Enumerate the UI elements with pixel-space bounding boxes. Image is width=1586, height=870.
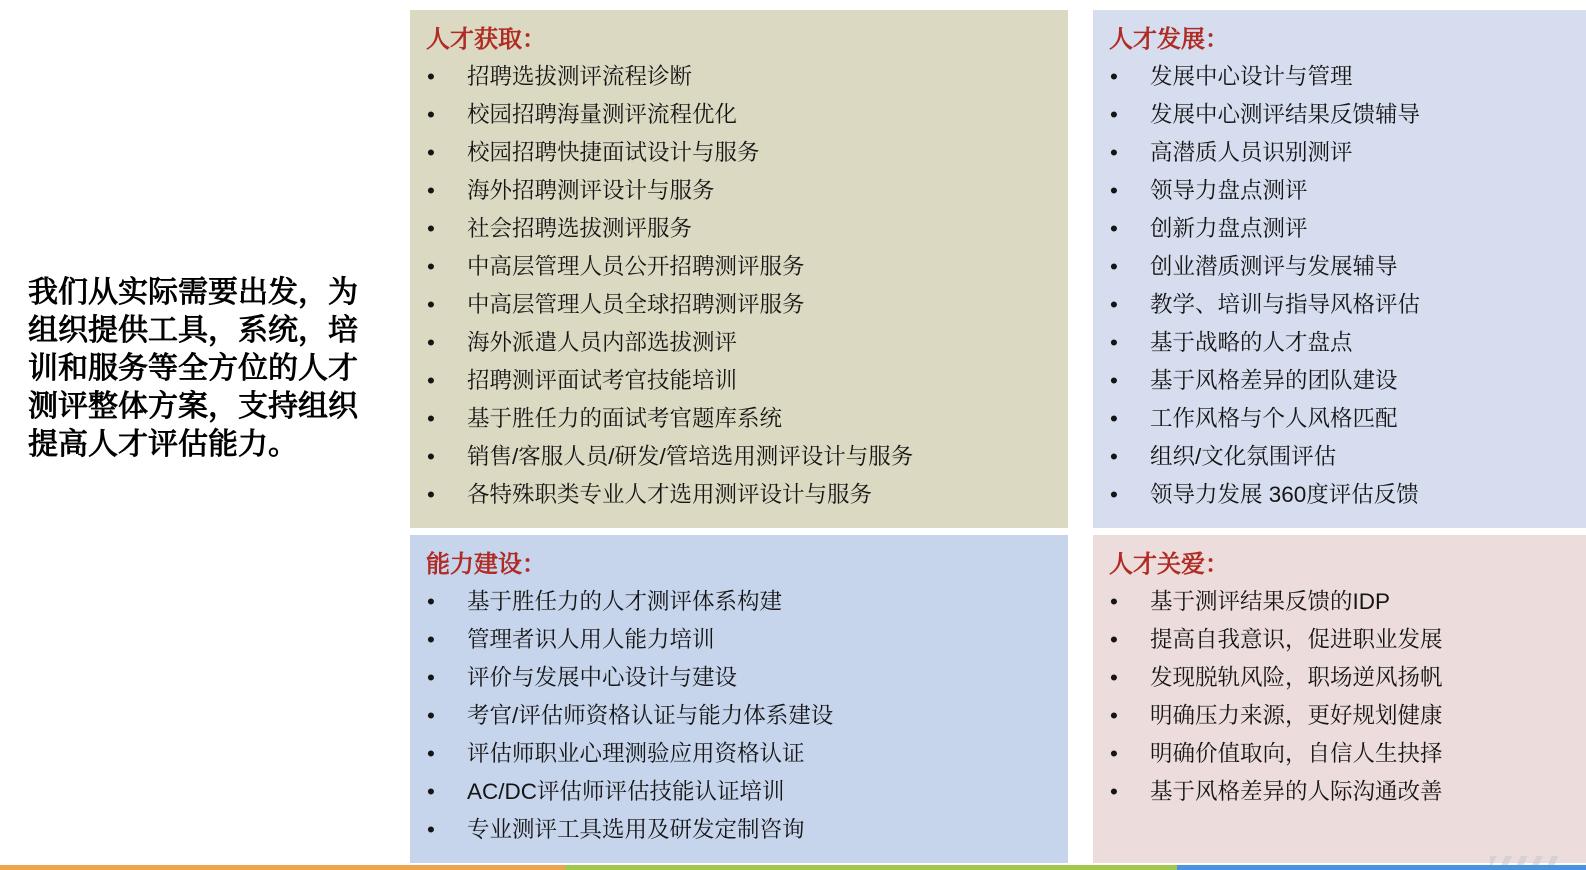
item-text: 发展中心设计与管理 <box>1150 64 1353 89</box>
list-item <box>410 697 1068 735</box>
item-text: 各特殊职类专业人才选用测评设计与服务 <box>467 482 873 507</box>
bullet-icon: • <box>1110 140 1118 165</box>
list-item <box>1093 621 1586 659</box>
item-text: 领导力发展 360度评估反馈 <box>1150 482 1419 507</box>
bullet-icon: • <box>427 703 435 728</box>
bullet-icon: • <box>1110 216 1118 241</box>
item-text: 创业潜质测评与发展辅导 <box>1150 254 1398 279</box>
bullet-icon: • <box>427 406 435 431</box>
service-list <box>1093 583 1586 811</box>
bullet-icon: • <box>1110 627 1118 652</box>
bullet-icon: • <box>427 330 435 355</box>
item-text: 海外派遣人员内部选拔测评 <box>467 330 738 355</box>
item-text: 中高层管理人员公开招聘测评服务 <box>467 254 805 279</box>
panel-title: 人才发展： <box>1109 26 1229 53</box>
bullet-icon: • <box>1110 406 1118 431</box>
list-item <box>1093 210 1586 248</box>
panel-talent-acquisition <box>410 10 1068 528</box>
panel-title: 人才获取： <box>426 26 546 53</box>
item-text: 发展中心测评结果反馈辅导 <box>1150 102 1421 127</box>
item-text: 校园招聘快捷面试设计与服务 <box>467 140 760 165</box>
bar-segment-green <box>565 865 1177 870</box>
item-text: 中高层管理人员全球招聘测评服务 <box>467 292 805 317</box>
bullet-icon: • <box>1110 64 1118 89</box>
panel-talent-care <box>1093 535 1586 863</box>
list-item <box>1093 134 1586 172</box>
panel-title: 能力建设： <box>426 551 546 578</box>
list-item <box>1093 362 1586 400</box>
list-item <box>1093 583 1586 621</box>
item-text: 招聘测评面试考官技能培训 <box>467 368 738 393</box>
bullet-icon: • <box>427 444 435 469</box>
bullet-icon: • <box>1110 703 1118 728</box>
item-text: 高潜质人员识别测评 <box>1150 140 1353 165</box>
footer-accent-bar <box>0 865 1586 870</box>
list-item <box>1093 476 1586 514</box>
list-item <box>1093 697 1586 735</box>
list-item <box>1093 324 1586 362</box>
item-text: 创新力盘点测评 <box>1150 216 1308 241</box>
intro-line: 训和服务等全方位的人才 <box>28 352 358 385</box>
bullet-icon: • <box>1110 779 1118 804</box>
list-item <box>1093 96 1586 134</box>
item-text: 基于风格差异的人际沟通改善 <box>1150 779 1443 804</box>
bullet-icon: • <box>427 817 435 842</box>
item-text: 基于风格差异的团队建设 <box>1150 368 1398 393</box>
list-item <box>410 811 1068 849</box>
intro-text <box>28 274 388 464</box>
list-item <box>410 286 1068 324</box>
bullet-icon: • <box>427 779 435 804</box>
list-item <box>410 134 1068 172</box>
bullet-icon: • <box>427 102 435 127</box>
bullet-icon: • <box>427 254 435 279</box>
bullet-icon: • <box>1110 589 1118 614</box>
service-list <box>1093 58 1586 514</box>
item-text: 专业测评工具选用及研发定制咨询 <box>467 817 805 842</box>
bullet-icon: • <box>1110 330 1118 355</box>
item-text: 工作风格与个人风格匹配 <box>1150 406 1398 431</box>
intro-line: 我们从实际需要出发，为 <box>28 276 358 309</box>
list-item <box>1093 58 1586 96</box>
bullet-icon: • <box>427 482 435 507</box>
list-item <box>410 96 1068 134</box>
corner-slash-decoration <box>1490 856 1560 865</box>
list-item <box>1093 172 1586 210</box>
service-list <box>410 58 1068 514</box>
bullet-icon: • <box>1110 368 1118 393</box>
list-item <box>1093 735 1586 773</box>
item-text: 销售/客服人员/研发/管培选用测评设计与服务 <box>467 444 914 469</box>
bullet-icon: • <box>427 741 435 766</box>
bullet-icon: • <box>427 627 435 652</box>
item-text: 考官/评估师资格认证与能力体系建设 <box>467 703 834 728</box>
bullet-icon: • <box>427 140 435 165</box>
item-text: 基于胜任力的人才测评体系构建 <box>467 589 783 614</box>
item-text: 明确价值取向，自信人生抉择 <box>1150 741 1443 766</box>
list-item <box>410 362 1068 400</box>
item-text: 发现脱轨风险，职场逆风扬帆 <box>1150 665 1443 690</box>
bullet-icon: • <box>1110 482 1118 507</box>
item-text: 提高自我意识，促进职业发展 <box>1150 627 1443 652</box>
intro-line: 组织提供工具，系统，培 <box>28 314 358 347</box>
bullet-icon: • <box>1110 665 1118 690</box>
item-text: 评估师职业心理测验应用资格认证 <box>467 741 805 766</box>
list-item <box>1093 773 1586 811</box>
item-text: 组织/文化氛围评估 <box>1150 444 1337 469</box>
list-item <box>410 735 1068 773</box>
intro-line: 提高人才评估能力。 <box>28 428 298 461</box>
list-item <box>410 773 1068 811</box>
bar-segment-blue <box>1177 865 1586 870</box>
list-item <box>410 583 1068 621</box>
panel-talent-development <box>1093 10 1586 528</box>
list-item <box>410 58 1068 96</box>
list-item <box>410 210 1068 248</box>
list-item <box>1093 248 1586 286</box>
list-item <box>1093 400 1586 438</box>
item-text: 教学、培训与指导风格评估 <box>1150 292 1421 317</box>
list-item <box>410 621 1068 659</box>
item-text: 基于测评结果反馈的IDP <box>1150 589 1391 614</box>
bullet-icon: • <box>427 665 435 690</box>
item-text: 基于胜任力的面试考官题库系统 <box>467 406 783 431</box>
list-item <box>410 659 1068 697</box>
panel-title: 人才关爱： <box>1109 551 1229 578</box>
item-text: 明确压力来源，更好规划健康 <box>1150 703 1443 728</box>
bullet-icon: • <box>1110 178 1118 203</box>
item-text: 校园招聘海量测评流程优化 <box>467 102 738 127</box>
bullet-icon: • <box>427 292 435 317</box>
bullet-icon: • <box>1110 444 1118 469</box>
item-text: 管理者识人用人能力培训 <box>467 627 715 652</box>
list-item <box>410 248 1068 286</box>
item-text: 社会招聘选拔测评服务 <box>467 216 693 241</box>
item-text: 评价与发展中心设计与建设 <box>467 665 738 690</box>
bullet-icon: • <box>427 368 435 393</box>
bullet-icon: • <box>427 589 435 614</box>
list-item <box>410 172 1068 210</box>
bullet-icon: • <box>1110 254 1118 279</box>
bullet-icon: • <box>1110 741 1118 766</box>
bullet-icon: • <box>427 64 435 89</box>
bullet-icon: • <box>1110 102 1118 127</box>
list-item <box>1093 438 1586 476</box>
item-text: 领导力盘点测评 <box>1150 178 1308 203</box>
list-item <box>1093 286 1586 324</box>
bullet-icon: • <box>427 216 435 241</box>
list-item <box>410 438 1068 476</box>
bullet-icon: • <box>1110 292 1118 317</box>
list-item <box>410 476 1068 514</box>
bar-segment-orange <box>0 865 565 870</box>
item-text: AC/DC评估师评估技能认证培训 <box>467 779 785 804</box>
item-text: 基于战略的人才盘点 <box>1150 330 1353 355</box>
bullet-icon: • <box>427 178 435 203</box>
item-text: 招聘选拔测评流程诊断 <box>467 64 693 89</box>
intro-line: 测评整体方案，支持组织 <box>28 390 358 423</box>
list-item <box>410 400 1068 438</box>
list-item <box>1093 659 1586 697</box>
item-text: 海外招聘测评设计与服务 <box>467 178 715 203</box>
list-item <box>410 324 1068 362</box>
service-list <box>410 583 1068 849</box>
panel-capability-building <box>410 535 1068 863</box>
